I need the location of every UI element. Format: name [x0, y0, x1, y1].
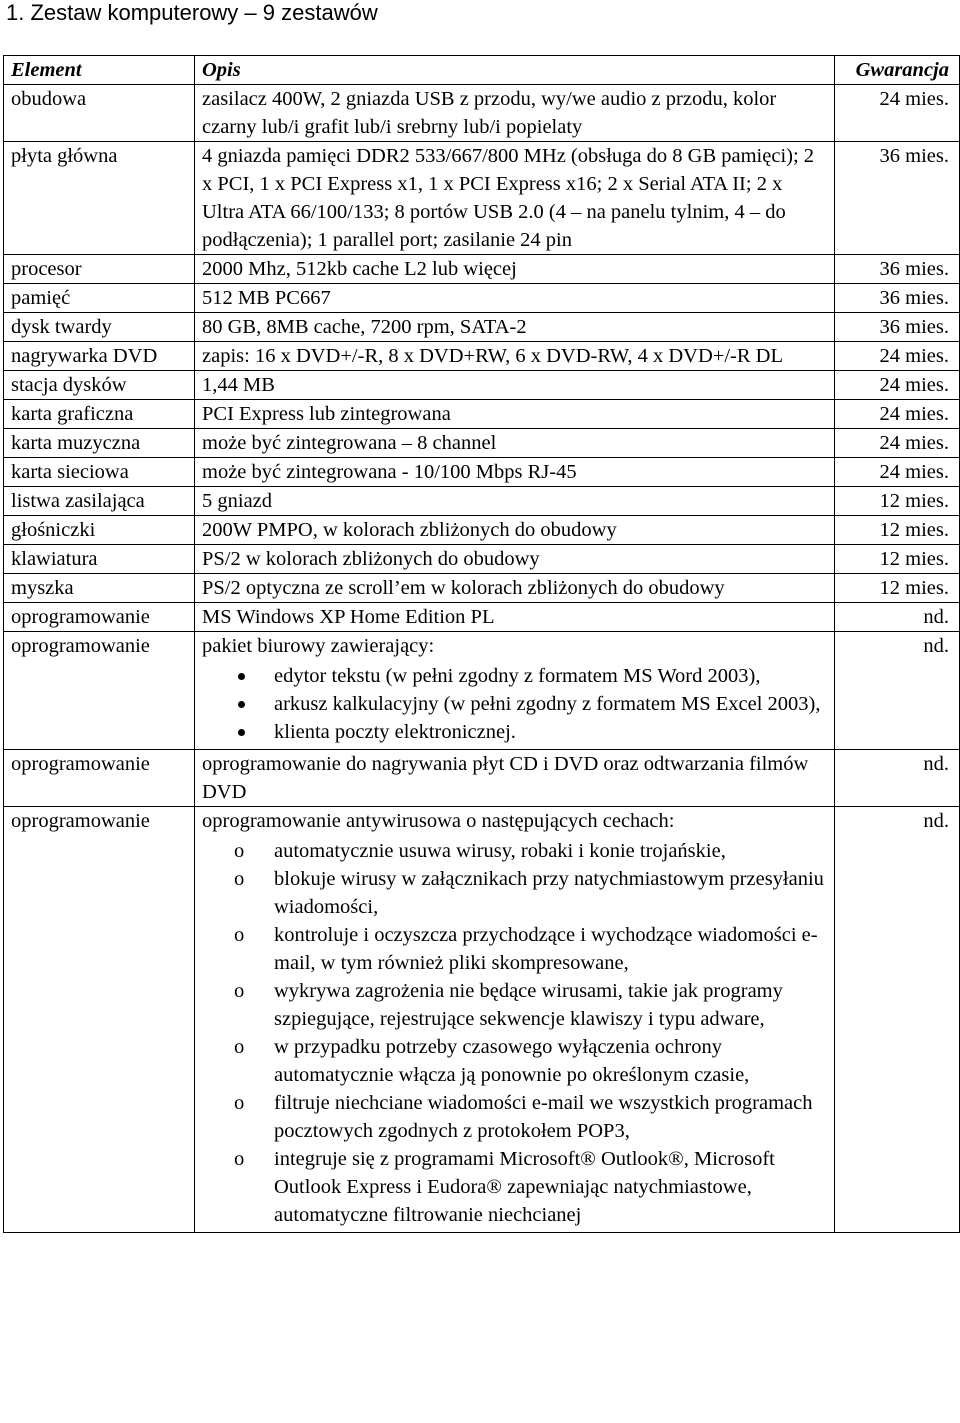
- gwarancja-cell: 24 mies.: [835, 429, 960, 458]
- table-row: [4, 85, 960, 142]
- opis-cell: 5 gniazd: [195, 487, 835, 516]
- list-item: edytor tekstu (w pełni zgodny z formatem MS Word 2003),: [202, 662, 829, 690]
- gwarancja-cell: nd.: [835, 632, 960, 750]
- gwarancja-cell: 24 mies.: [835, 342, 960, 371]
- list-item: o integruje się z programami Microsoft® Outlook®, Microsoft Outlook Express i Eudora® zapewniając natychmiastowe, automatyczne filtrowanie niechcianej: [202, 1145, 829, 1229]
- element-cell: myszka: [4, 574, 195, 603]
- opis-cell: PS/2 optyczna ze scroll’em w kolorach zbliżonych do obudowy: [195, 574, 835, 603]
- opis-cell: zasilacz 400W, 2 gniazda USB z przodu, wy/we audio z przodu, kolor czarny lub/i grafit lub/i srebrny lub/i popielaty: [195, 85, 835, 142]
- list-item: o automatycznie usuwa wirusy, robaki i konie trojańskie,: [202, 837, 829, 865]
- gwarancja-cell: 36 mies.: [835, 313, 960, 342]
- element-cell: dysk twardy: [4, 313, 195, 342]
- element-cell: stacja dysków: [4, 371, 195, 400]
- element-cell: oprogramowanie: [4, 632, 195, 750]
- table-row: [4, 487, 960, 516]
- element-cell: karta sieciowa: [4, 458, 195, 487]
- table-row: [4, 603, 960, 632]
- opis-cell: oprogramowanie do nagrywania płyt CD i DVD oraz odtwarzania filmów DVD: [195, 750, 835, 807]
- table-row: [4, 750, 960, 807]
- opis-cell: 200W PMPO, w kolorach zbliżonych do obudowy: [195, 516, 835, 545]
- table-row: [4, 142, 960, 255]
- gwarancja-cell: 12 mies.: [835, 487, 960, 516]
- gwarancja-cell: 12 mies.: [835, 545, 960, 574]
- office-suite-list: [202, 662, 829, 746]
- opis-cell: może być zintegrowana – 8 channel: [195, 429, 835, 458]
- opis-cell: PCI Express lub zintegrowana: [195, 400, 835, 429]
- opis-cell: 1,44 MB: [195, 371, 835, 400]
- gwarancja-cell: 24 mies.: [835, 400, 960, 429]
- table-row: [4, 371, 960, 400]
- gwarancja-cell: nd.: [835, 750, 960, 807]
- table-row: [4, 458, 960, 487]
- list-item: o wykrywa zagrożenia nie będące wirusami, takie jak programy szpiegujące, rejestrujące sekwencje klawiszy i typu adware,: [202, 977, 829, 1033]
- list-item: arkusz kalkulacyjny (w pełni zgodny z formatem MS Excel 2003),: [202, 690, 829, 718]
- gwarancja-cell: 36 mies.: [835, 255, 960, 284]
- opis-cell: 2000 Mhz, 512kb cache L2 lub więcej: [195, 255, 835, 284]
- element-cell: oprogramowanie: [4, 750, 195, 807]
- opis-intro: pakiet biurowy zawierający:: [202, 635, 435, 657]
- element-cell: pamięć: [4, 284, 195, 313]
- list-item: klienta poczty elektronicznej.: [202, 718, 829, 746]
- gwarancja-cell: 24 mies.: [835, 458, 960, 487]
- section-heading: 1. Zestaw komputerowy – 9 zestawów: [6, 0, 378, 25]
- table-row: [4, 545, 960, 574]
- table-row: [4, 429, 960, 458]
- element-cell: karta graficzna: [4, 400, 195, 429]
- table-row: [4, 400, 960, 429]
- opis-intro: oprogramowanie antywirusowa o następujących cechach:: [202, 810, 675, 832]
- header-opis: Opis: [195, 56, 835, 85]
- component-spec-table: [3, 55, 960, 1233]
- gwarancja-cell: nd.: [835, 807, 960, 1233]
- element-cell: głośniczki: [4, 516, 195, 545]
- element-cell: obudowa: [4, 85, 195, 142]
- gwarancja-cell: 24 mies.: [835, 85, 960, 142]
- table-header-row: [4, 56, 960, 85]
- opis-cell: MS Windows XP Home Edition PL: [195, 603, 835, 632]
- element-cell: klawiatura: [4, 545, 195, 574]
- gwarancja-cell: 12 mies.: [835, 516, 960, 545]
- list-item: o kontroluje i oczyszcza przychodzące i wychodzące wiadomości e-mail, w tym również pliki skompresowane,: [202, 921, 829, 977]
- opis-cell: może być zintegrowana - 10/100 Mbps RJ-45: [195, 458, 835, 487]
- table-row: [4, 632, 960, 750]
- table-row: [4, 284, 960, 313]
- table-row: [4, 313, 960, 342]
- list-item: o filtruje niechciane wiadomości e-mail we wszystkich programach pocztowych zgodnych z protokołem POP3,: [202, 1089, 829, 1145]
- gwarancja-cell: 36 mies.: [835, 142, 960, 255]
- element-cell: oprogramowanie: [4, 603, 195, 632]
- element-cell: karta muzyczna: [4, 429, 195, 458]
- opis-cell: 4 gniazda pamięci DDR2 533/667/800 MHz (obsługa do 8 GB pamięci); 2 x PCI, 1 x PCI Express x1, 1 x PCI Express x16; 2 x Serial ATA II; 2 x Ultra ATA 66/100/133; 8 portów USB 2.0 (4 – na panelu tylnim, 4 – do podłączenia); 1 parallel port; zasilanie 24 pin: [195, 142, 835, 255]
- opis-cell: 80 GB, 8MB cache, 7200 rpm, SATA-2: [195, 313, 835, 342]
- antivirus-features-list: [202, 837, 829, 1229]
- table-row: [4, 255, 960, 284]
- opis-cell: [195, 632, 835, 750]
- element-cell: oprogramowanie: [4, 807, 195, 1233]
- opis-cell: PS/2 w kolorach zbliżonych do obudowy: [195, 545, 835, 574]
- table-row: [4, 807, 960, 1233]
- header-gwarancja: Gwarancja: [835, 56, 960, 85]
- list-item: o blokuje wirusy w załącznikach przy natychmiastowym przesyłaniu wiadomości,: [202, 865, 829, 921]
- gwarancja-cell: 24 mies.: [835, 371, 960, 400]
- gwarancja-cell: nd.: [835, 603, 960, 632]
- element-cell: listwa zasilająca: [4, 487, 195, 516]
- table-row: [4, 516, 960, 545]
- table-row: [4, 574, 960, 603]
- element-cell: płyta główna: [4, 142, 195, 255]
- element-cell: procesor: [4, 255, 195, 284]
- gwarancja-cell: 12 mies.: [835, 574, 960, 603]
- list-item: o w przypadku potrzeby czasowego wyłączenia ochrony automatycznie włącza ją ponownie po określonym czasie,: [202, 1033, 829, 1089]
- header-element: Element: [4, 56, 195, 85]
- gwarancja-cell: 36 mies.: [835, 284, 960, 313]
- element-cell: nagrywarka DVD: [4, 342, 195, 371]
- opis-cell: [195, 807, 835, 1233]
- opis-cell: zapis: 16 x DVD+/-R, 8 x DVD+RW, 6 x DVD-RW, 4 x DVD+/-R DL: [195, 342, 835, 371]
- opis-cell: 512 MB PC667: [195, 284, 835, 313]
- table-row: [4, 342, 960, 371]
